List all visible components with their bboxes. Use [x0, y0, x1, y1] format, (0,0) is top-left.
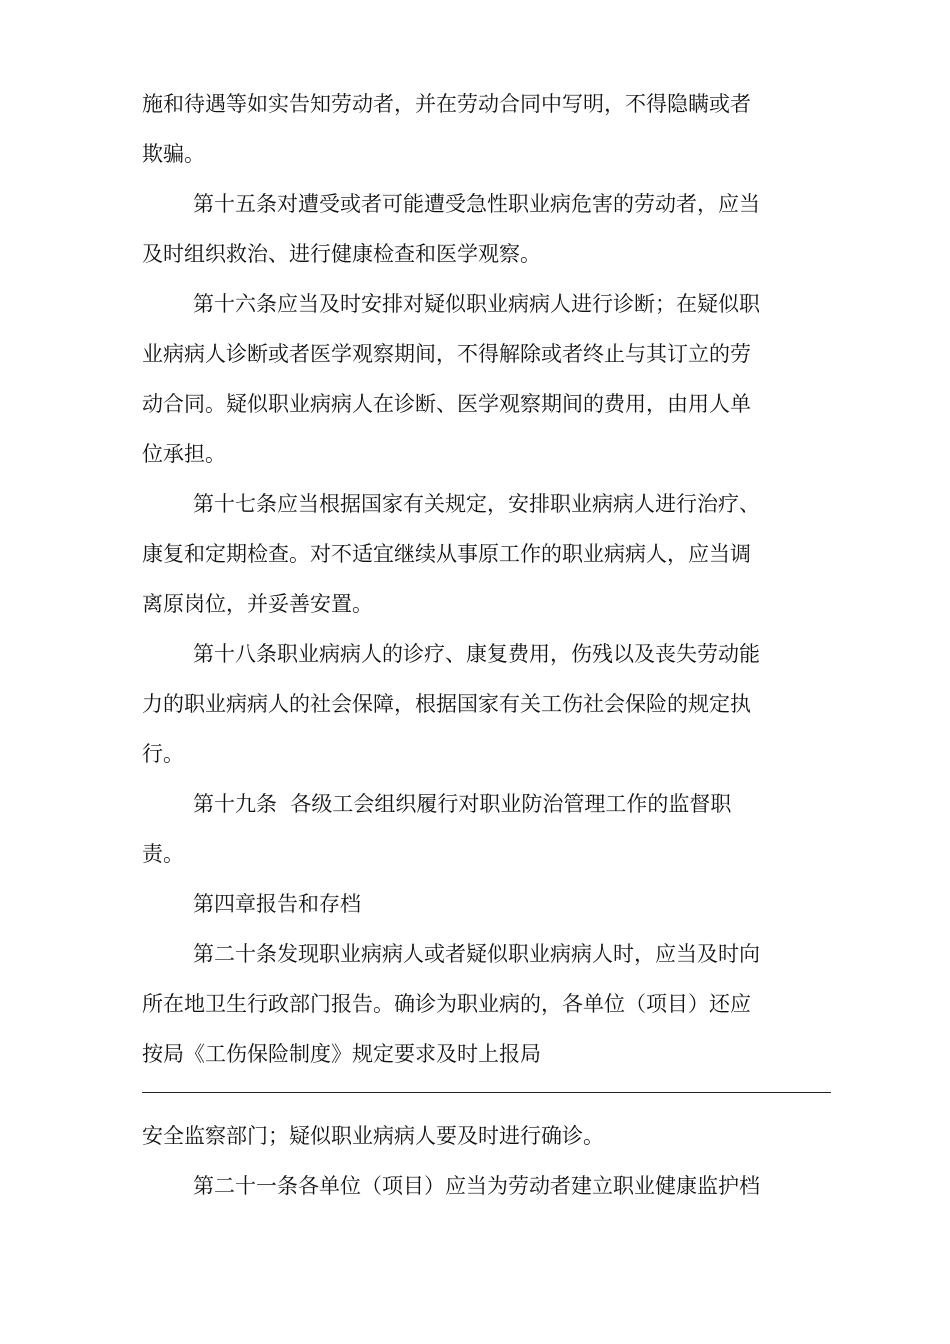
- text-line: 所在地卫生行政部门报告。确诊为职业病的，各单位（项目）还应: [142, 992, 751, 1016]
- text-line: 责。: [142, 842, 184, 866]
- text-line: 位承担。: [142, 442, 226, 466]
- text-line: 康复和定期检查。对不适宜继续从事原工作的职业病病人，应当调: [142, 542, 751, 566]
- article-19-heading: 第十九条 各级工会组织履行对职业防治管理工作的监督职: [193, 792, 732, 816]
- article-21-heading: 第二十一条各单位（项目）应当为劳动者建立职业健康监护档: [193, 1174, 760, 1198]
- text-line: 业病病人诊断或者医学观察期间，不得解除或者终止与其订立的劳: [142, 342, 751, 366]
- article-20-heading: 第二十条发现职业病病人或者疑似职业病病人时，应当及时向: [193, 942, 760, 966]
- text-line: 按局《工伤保险制度》规定要求及时上报局: [142, 1042, 541, 1066]
- article-15-heading: 第十五条对遭受或者可能遭受急性职业病危害的劳动者，应当: [193, 192, 760, 216]
- article-16-heading: 第十六条应当及时安排对疑似职业病病人进行诊断；在疑似职: [193, 292, 760, 316]
- text-line: 及时组织救治、进行健康检查和医学观察。: [142, 242, 541, 266]
- text-line: 行。: [142, 742, 184, 766]
- text-line: 安全监察部门；疑似职业病病人要及时进行确诊。: [142, 1124, 604, 1148]
- text-line: 欺骗。: [142, 142, 205, 166]
- text-line: 力的职业病病人的社会保障，根据国家有关工伤社会保险的规定执: [142, 692, 751, 716]
- chapter-4-heading: 第四章报告和存档: [193, 892, 361, 916]
- page-divider: [142, 1092, 831, 1093]
- text-line: 动合同。疑似职业病病人在诊断、医学观察期间的费用，由用人单: [142, 392, 751, 416]
- article-17-heading: 第十七条应当根据国家有关规定，安排职业病病人进行治疗、: [193, 492, 760, 516]
- article-18-heading: 第十八条职业病病人的诊疗、康复费用，伤残以及丧失劳动能: [193, 642, 760, 666]
- text-line: 离原岗位，并妥善安置。: [142, 592, 373, 616]
- text-line: 施和待遇等如实告知劳动者，并在劳动合同中写明，不得隐瞒或者: [142, 92, 751, 116]
